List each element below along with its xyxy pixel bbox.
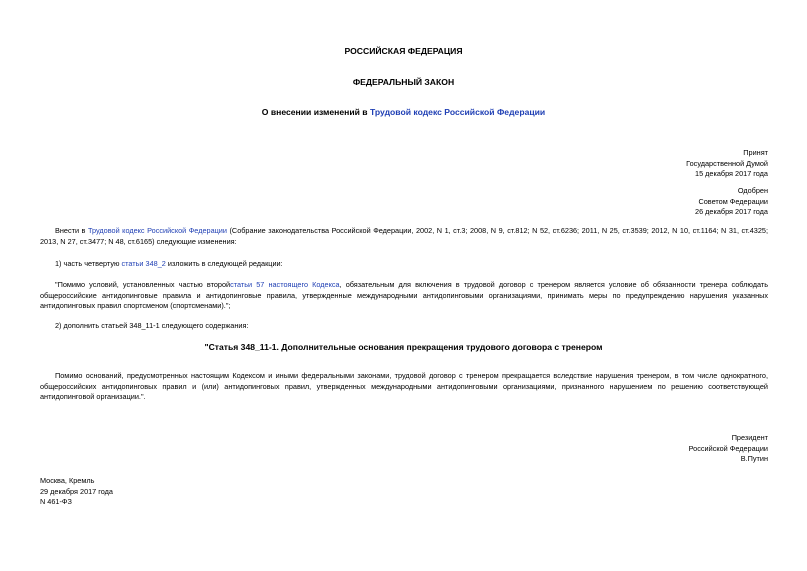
signature-block (689, 433, 768, 465)
signature-title: Президент (731, 433, 768, 442)
law-title-prefix: О внесении изменений в (261, 107, 370, 117)
signature-name: В.Путин (740, 454, 768, 463)
article-348-2-link[interactable]: статьи 348_2 (121, 259, 166, 268)
law-title (0, 107, 807, 118)
law-type-heading: ФЕДЕРАЛЬНЫЙ ЗАКОН (352, 77, 455, 87)
country-heading: РОССИЙСКАЯ ФЕДЕРАЦИЯ (344, 46, 463, 56)
intro-paragraph (40, 226, 768, 247)
accepted-date: 15 декабря 2017 года (695, 169, 768, 178)
approved-body: Советом Федерации (698, 196, 768, 206)
accepted-body: Государственной Думой (686, 158, 768, 168)
labor-code-title-link[interactable]: Трудовой кодекс Российской Федерации (369, 107, 546, 117)
signature-country: Российской Федерации (688, 443, 768, 453)
item-1-paragraph (40, 259, 768, 270)
approved-date: 26 декабря 2017 года (695, 207, 768, 216)
item-1-prefix: 1) часть четвертую (55, 259, 122, 268)
article-heading: "Статья 348_11-1. Дополнительные основания прекращения трудового договора с тренером (204, 342, 603, 352)
item-1-rest: изложить в следующей редакции: (165, 259, 283, 268)
quote-1-prefix: "Помимо условий, установленных частью второй (55, 280, 231, 289)
article-57-link[interactable]: статьи 57 настоящего Кодекса (230, 280, 340, 289)
approved-block (695, 186, 768, 218)
labor-code-link[interactable]: Трудовой кодекс Российской Федерации (87, 226, 227, 235)
quote-1-paragraph (40, 280, 768, 312)
article-text: Помимо оснований, предусмотренных настоящим Кодексом и иными федеральными законами, трудовой договор с тренером прекращается вследствие нарушения тренером, в том числе однократного, общероссийских антидопинговых правил и (или) антидопинговых правил, утвержденных международными антидопинговыми организациями, признанного нарушением по решению соответствующей антидопинговой организации.". (40, 371, 768, 401)
footer-block (40, 476, 113, 508)
intro-prefix: Внести в (55, 226, 88, 235)
quote-1-rest: , обязательным для включения в трудовой договор с тренером является условие об обязанности тренера соблюдать общероссийские антидопинговые правила и антидопинговые правила, утвержденные международными антидопинговыми организациями, принимать меры по предупреждению нарушения указанных антидопинговых правил спортсменом (спортсменами)."; (40, 280, 768, 310)
footer-number: N 461-ФЗ (40, 497, 72, 506)
approved-label: Одобрен (737, 186, 768, 195)
item-2-paragraph: 2) дополнить статьей 348_11-1 следующего содержания: (55, 321, 249, 330)
accepted-block (686, 148, 768, 180)
intro-rest: (Собрание законодательства Российской Федерации, 2002, N 1, ст.3; 2008, N 9, ст.812; N 52, ст.6236; 2011, N 25, ст.3539; 2012, N 10, ст.1164; N 31, ст.4325; 2013, N 27, ст.3477; N 48, ст.6165) следующие изменения: (40, 226, 768, 246)
footer-place: Москва, Кремль (40, 476, 95, 485)
accepted-label: Принят (743, 148, 768, 157)
footer-date: 29 декабря 2017 года (40, 486, 113, 496)
